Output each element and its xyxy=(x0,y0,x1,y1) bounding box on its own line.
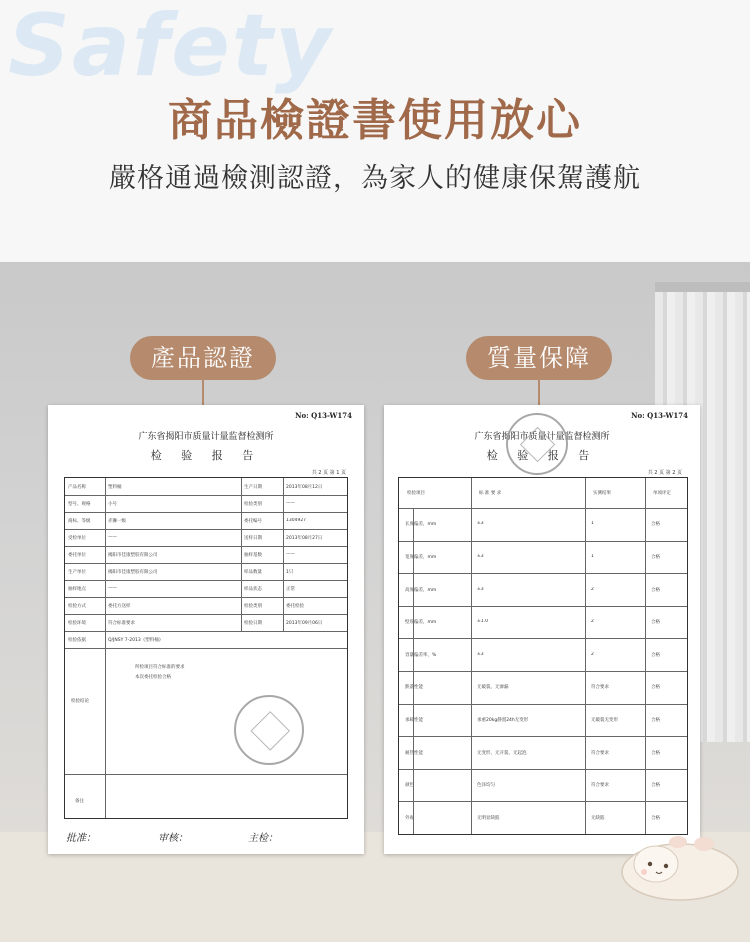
table-cell: 符合标准要求 xyxy=(108,621,135,626)
table-cell: 无破裂、无渗漏 xyxy=(477,685,509,691)
table-col-line xyxy=(471,478,472,834)
table-row-line xyxy=(399,573,687,574)
table-cell: 高度偏差，mm xyxy=(405,587,437,593)
table-cell: 受检单位 xyxy=(68,536,86,541)
report-institute: 广东省揭阳市质量计量监督检测所 xyxy=(474,432,610,442)
table-cell: 合格 xyxy=(651,717,660,723)
table-cell: 小号 xyxy=(108,502,117,507)
table-cell: 合格 xyxy=(651,750,660,756)
table-cell: 2 xyxy=(591,586,594,592)
table-cell: 合格 xyxy=(651,587,660,593)
table-cell: 赤狮一级 xyxy=(108,519,126,524)
table-row-line xyxy=(65,563,347,564)
conclusion-label: 检验结论 xyxy=(71,699,89,704)
table-row-line xyxy=(65,631,347,632)
table-col-line xyxy=(105,478,106,648)
table-col-line xyxy=(413,508,414,834)
table-header-cell: 检验项目 xyxy=(407,491,425,496)
table-cell: 耐热性能 xyxy=(405,750,423,756)
table-cell: 委托检验 xyxy=(286,604,304,609)
inspector-label: 主检： xyxy=(248,833,278,844)
table-row-line xyxy=(399,541,687,542)
table-cell: —— xyxy=(108,586,117,591)
table-row-line xyxy=(65,580,347,581)
table-cell: 检验类别 xyxy=(244,502,262,507)
table-cell: 壁厚偏差，mm xyxy=(405,620,437,626)
table-cell: 委托编号 xyxy=(244,519,262,524)
label-product-certification: 產品認證 xyxy=(130,336,276,380)
table-row-line xyxy=(399,671,687,672)
table-cell: 检验日期 xyxy=(244,621,262,626)
table-cell: ±1.0 xyxy=(477,619,488,625)
table-cell: 外观 xyxy=(405,815,414,821)
table-cell: 样品数量 xyxy=(244,570,262,575)
table-cell: 承重20kg静置24h无变形 xyxy=(477,717,529,723)
table-cell: ±3 xyxy=(477,521,484,527)
table-cell: 无明显缺陷 xyxy=(477,815,500,821)
safety-watermark: Safety xyxy=(8,0,333,96)
table-header-cell: 单项评定 xyxy=(653,491,671,496)
table-cell: 商标、等级 xyxy=(68,519,91,524)
official-seal xyxy=(234,695,304,765)
table-cell: 2 xyxy=(591,651,594,657)
table-cell: 无缺陷 xyxy=(591,815,605,821)
table-cell: 1 xyxy=(591,521,594,527)
table-row-line xyxy=(65,597,347,598)
page-number: 共 2 页 第 1 页 xyxy=(311,470,346,476)
table-cell: 正常 xyxy=(286,587,295,592)
table-row-line xyxy=(65,546,347,547)
table-cell: Q/JNSY 7-2013《塑料桶》 xyxy=(108,638,164,643)
approver-label: 批准： xyxy=(66,833,96,844)
table-cell: 送样日期 xyxy=(244,536,262,541)
table-row-line xyxy=(65,614,347,615)
table-cell: ±3 xyxy=(477,586,484,592)
table-header-cell: 实测结果 xyxy=(593,491,611,496)
report-table xyxy=(64,477,348,819)
hamster-illustration xyxy=(616,822,744,902)
table-row-line xyxy=(65,774,347,775)
table-cell: —— xyxy=(286,552,295,557)
table-row-line xyxy=(399,606,687,607)
table-cell: 宽度偏差，mm xyxy=(405,554,437,560)
table-cell: 合格 xyxy=(651,554,660,560)
table-cell: 色泽均匀 xyxy=(477,783,495,789)
banner xyxy=(0,0,750,262)
table-cell: 2 xyxy=(591,619,594,625)
test-results-table xyxy=(398,477,688,835)
table-cell: 合格 xyxy=(651,620,660,626)
table-cell: 符合要求 xyxy=(591,750,609,756)
table-cell: 揭阳市佳康塑胶有限公司 xyxy=(108,553,158,558)
table-cell: 1304927 xyxy=(286,518,307,523)
table-cell: 检验环境 xyxy=(68,621,86,626)
table-row-line xyxy=(65,495,347,496)
table-row-line xyxy=(399,704,687,705)
table-col-line xyxy=(645,478,646,834)
table-col-line xyxy=(105,648,106,818)
table-cell: 颜色 xyxy=(405,783,414,789)
table-cell: 揭阳市佳康塑胶有限公司 xyxy=(108,570,158,575)
table-cell: 2013年08月27日 xyxy=(286,536,323,541)
table-cell: 检验依据 xyxy=(68,638,86,643)
table-cell: 合格 xyxy=(651,522,660,528)
page-subline: 嚴格通過檢測認證，為家人的健康保駕護航 xyxy=(109,163,641,194)
table-cell: 抽样地点 xyxy=(68,587,86,592)
table-cell: 无破裂无变形 xyxy=(591,717,618,723)
page-headline: 商品檢證書使用放心 xyxy=(168,95,582,146)
table-col-line xyxy=(241,478,242,631)
table-header-cell: 标 准 要 求 xyxy=(479,491,502,496)
certificate-page-2 xyxy=(384,405,700,854)
certificate-page-1 xyxy=(48,405,364,854)
table-row-line xyxy=(399,736,687,737)
table-cell: —— xyxy=(108,535,117,540)
table-cell: 委托方送样 xyxy=(108,604,131,609)
table-cell: 合格 xyxy=(651,783,660,789)
table-row-line xyxy=(399,508,687,509)
table-cell: 合格 xyxy=(651,652,660,658)
report-number: No: Q13-W174 xyxy=(295,411,352,420)
connector-line-left xyxy=(202,380,204,406)
table-cell: 委托单位 xyxy=(68,553,86,558)
table-cell: 1 xyxy=(591,553,594,559)
table-cell: 生产单位 xyxy=(68,570,86,575)
reviewer-label: 审核： xyxy=(158,833,188,844)
table-cell: 1只 xyxy=(286,570,294,575)
connector-line-right xyxy=(538,380,540,406)
table-cell: 型号、规格 xyxy=(68,502,91,507)
table-cell: 生产日期 xyxy=(244,485,262,490)
conclusion-text: 所检项目符合标准的要求 xyxy=(135,665,185,670)
table-cell: ±3 xyxy=(477,553,484,559)
table-row-line xyxy=(65,648,347,649)
curtain-rod xyxy=(655,282,750,292)
table-cell: 样品状态 xyxy=(244,587,262,592)
table-cell: 符合要求 xyxy=(591,783,609,789)
table-cell: 容量偏差率，% xyxy=(405,652,437,658)
official-seal xyxy=(506,413,568,475)
table-cell: 无变形、无开裂、无起泡 xyxy=(477,750,527,756)
table-cell: 承载性能 xyxy=(405,717,423,723)
report-number: No: Q13-W174 xyxy=(631,411,688,420)
table-cell: 检验方式 xyxy=(68,604,86,609)
table-row-line xyxy=(65,512,347,513)
conclusion-text-2: 本次委托检验合格 xyxy=(135,675,171,680)
table-cell: 2013年08月12日 xyxy=(286,485,323,490)
table-cell: 合格 xyxy=(651,685,660,691)
page-number: 共 2 页 第 2 页 xyxy=(647,470,682,476)
table-cell: 2013年09月06日 xyxy=(286,621,323,626)
table-col-line xyxy=(585,478,586,834)
table-cell: ±3 xyxy=(477,651,484,657)
report-institute: 广东省揭阳市质量计量监督检测所 xyxy=(138,432,274,442)
table-cell: 塑料桶 xyxy=(108,485,122,490)
table-row-line xyxy=(399,769,687,770)
label-quality-assurance: 質量保障 xyxy=(466,336,612,380)
table-cell: 抽样基数 xyxy=(244,553,262,558)
table-row-line xyxy=(399,801,687,802)
table-row-line xyxy=(65,529,347,530)
table-cell: 检验类别 xyxy=(244,604,262,609)
table-cell: 合格 xyxy=(651,815,660,821)
table-col-line xyxy=(283,478,284,631)
table-cell: 产品名称 xyxy=(68,485,86,490)
remark-label: 备注 xyxy=(75,799,84,804)
report-title: 检 验 报 告 xyxy=(150,449,262,462)
report-title: 检 验 报 告 xyxy=(486,449,598,462)
table-row-line xyxy=(399,638,687,639)
table-cell: 符合要求 xyxy=(591,685,609,691)
table-cell: 跌落性能 xyxy=(405,685,423,691)
table-cell: 长度偏差，mm xyxy=(405,522,437,528)
table-cell: —— xyxy=(286,501,295,506)
